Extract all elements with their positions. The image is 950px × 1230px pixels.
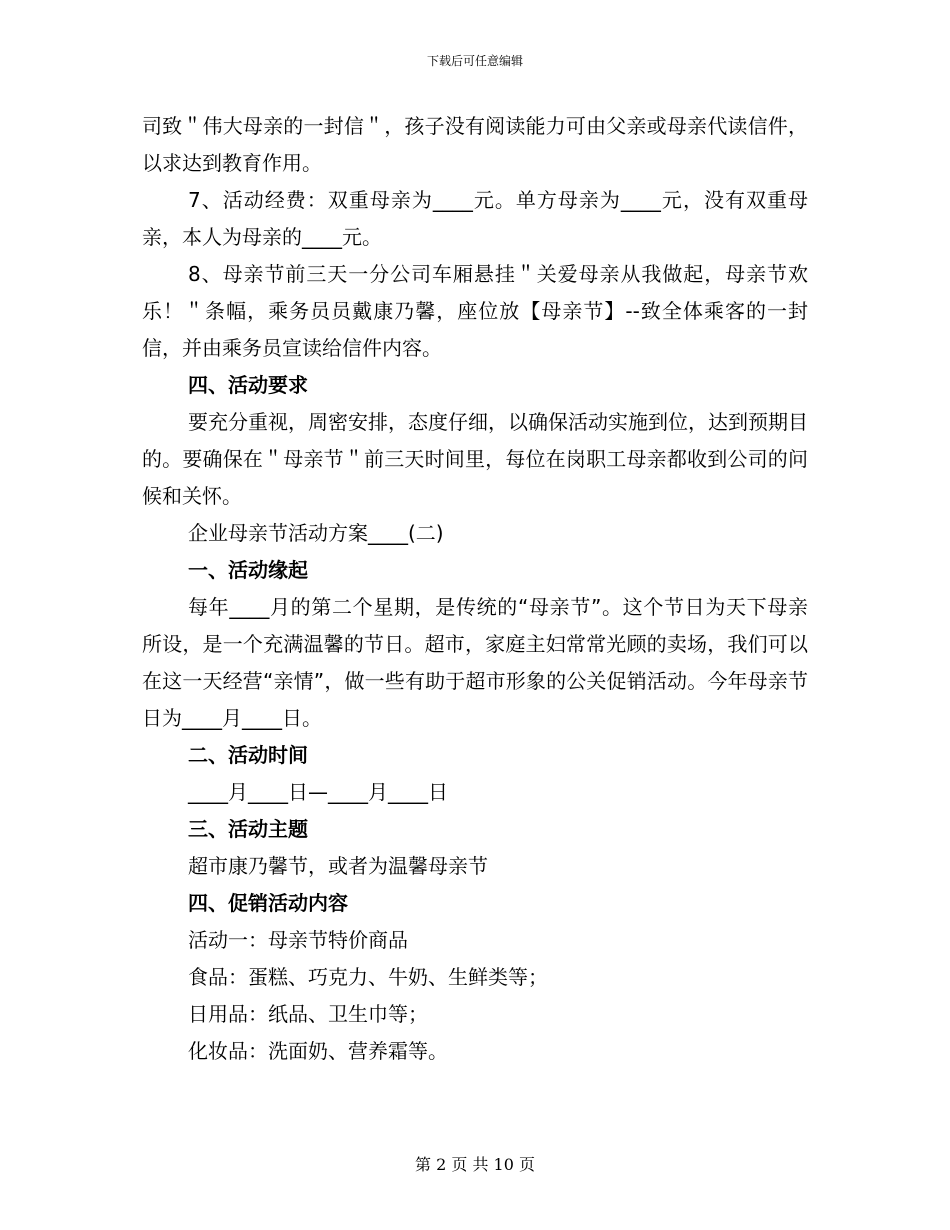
paragraph: 每年____月的第二个星期，是传统的“母亲节”。这个节日为天下母亲所设，是一个充满温馨的节日。超市，家庭主妇常常光顾的卖场，我们可以在这一天经营“亲情”，做一些有助于超市形象的公关促销活动。今年母亲节日为____月____日。 [142,595,808,730]
document-subtitle: 企业母亲节活动方案____(二) [188,521,444,545]
section-heading: 四、促销活动内容 [188,891,348,915]
paragraph: 8、母亲节前三天一分公司车厢悬挂＂关爱母亲从我做起，母亲节欢乐！＂条幅，乘务员员戴康乃馨，座位放【母亲节】--致全体乘客的一封信，并由乘务员宣读给信件内容。 [142,262,808,360]
paragraph: ____月____日—____月____日 [188,780,448,804]
paragraph: 司致＂伟大母亲的一封信＂，孩子没有阅读能力可由父亲或母亲代读信件，以求达到教育作用。 [142,114,808,175]
document-body [142,108,808,1070]
section-heading: 三、活动主题 [188,817,308,841]
paragraph: 要充分重视，周密安排，态度仔细，以确保活动实施到位，达到预期目的。要确保在＂母亲节＂前三天时间里，每位在岗职工母亲都收到公司的问候和关怀。 [142,410,808,508]
paragraph: 超市康乃馨节，或者为温馨母亲节 [188,854,488,878]
list-item: 活动一：母亲节特价商品 [188,928,408,952]
list-item: 食品：蛋糕、巧克力、牛奶、生鲜类等； [188,965,548,989]
list-item: 日用品：纸品、卫生巾等； [188,1002,428,1026]
paragraph: 7、活动经费：双重母亲为____元。单方母亲为____元，没有双重母亲，本人为母亲的____元。 [142,188,808,249]
list-item: 化妆品：洗面奶、营养霜等。 [188,1039,448,1063]
section-heading: 四、活动要求 [188,373,308,397]
page-header: 下载后可任意编辑 [426,54,523,68]
section-heading: 二、活动时间 [188,743,308,767]
section-heading: 一、活动缘起 [188,558,308,582]
page-footer: 第 2 页 共 10 页 [415,1155,535,1174]
